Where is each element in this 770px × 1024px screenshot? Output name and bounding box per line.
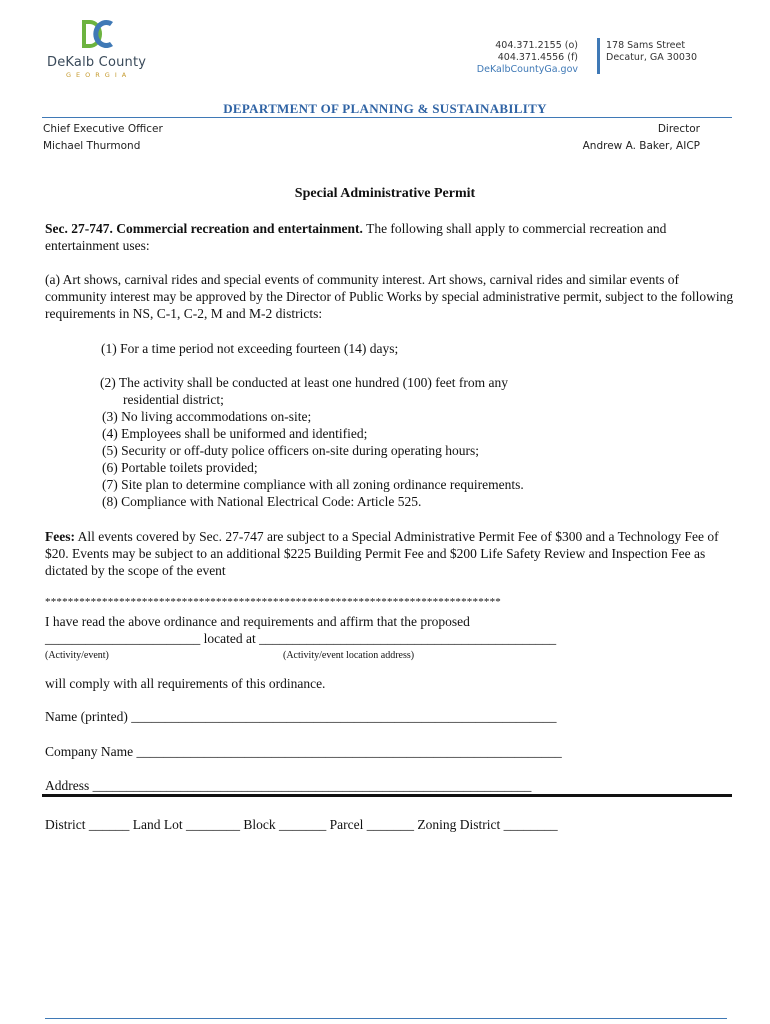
city-state-zip: Decatur, GA 30030	[606, 52, 697, 63]
name-line	[45, 708, 556, 725]
block-field[interactable]: _______	[279, 817, 327, 832]
land-lot-field[interactable]: ________	[186, 817, 240, 832]
ceo-block	[43, 121, 163, 155]
activity-caption: (Activity/event)	[45, 650, 109, 661]
address-label: Address	[45, 778, 93, 793]
company-field[interactable]: _______________________________________________________________	[136, 744, 562, 759]
name-label: Name (printed)	[45, 709, 132, 724]
director-title: Director	[657, 123, 700, 135]
block-label: Block	[240, 817, 279, 832]
header-rule	[42, 117, 732, 118]
contact-block	[477, 40, 578, 76]
fees-text: All events covered by Sec. 27-747 are subject to a Special Administrative Permit Fee of $300 and a Technology Fee of $20. Events may be subject to an additional $225 Building Permit Fee and $200 Life Safety Review and Inspection Fee as dictated by the scope of the event	[45, 529, 719, 578]
name-field[interactable]: _______________________________________________________________	[131, 709, 557, 724]
department-title: DEPARTMENT OF PLANNING & SUSTAINABILITY	[223, 101, 547, 116]
zoning-district-label: Zoning District	[413, 817, 504, 832]
county-logo-mark	[80, 18, 116, 55]
parcel-field[interactable]: _______	[366, 817, 414, 832]
address-field[interactable]: _________________________________________________________________	[92, 778, 532, 793]
document-title: Special Administrative Permit	[294, 186, 476, 201]
location-field[interactable]: ____________________________________________	[259, 631, 557, 646]
zoning-district-field[interactable]: ________	[503, 817, 558, 832]
requirement-1: (1) For a time period not exceeding fourteen (14) days;	[101, 341, 399, 356]
director-name: Andrew A. Baker, AICP	[582, 140, 700, 152]
activity-field[interactable]: _______________________	[45, 631, 201, 646]
district-field[interactable]: ______	[88, 817, 130, 832]
district-label: District	[45, 817, 89, 832]
section-rule	[42, 794, 732, 797]
office-address	[606, 40, 697, 64]
section-heading: Sec. 27-747. Commercial recreation and entertainment.	[45, 221, 363, 236]
parcel-line	[45, 816, 558, 833]
section-intro	[45, 220, 735, 254]
footer-rule	[45, 1018, 727, 1019]
company-line	[45, 743, 562, 760]
ceo-name: Michael Thurmond	[43, 140, 141, 152]
requirement-4: (4) Employees shall be uniformed and identified;	[102, 426, 368, 441]
logo-state-name: GEORGIA	[66, 71, 132, 79]
header-divider	[597, 38, 600, 74]
street-address: 178 Sams Street	[606, 40, 686, 51]
director-block	[583, 121, 700, 155]
paragraph-a: (a) Art shows, carnival rides and special events of community interest. Art shows, carnival rides and similar events of community interest may be approved by the Director of Public Works by special administrative permit, subject to the following requirements in NS, C-1, C-2, M and M-2 districts:	[45, 272, 734, 321]
ceo-title: Chief Executive Officer	[43, 123, 163, 135]
located-at-label: located at	[200, 631, 260, 646]
comply-text: will comply with all requirements of this ordinance.	[45, 676, 326, 691]
requirement-6: (6) Portable toilets provided;	[102, 460, 258, 475]
location-caption: (Activity/event location address)	[283, 650, 415, 661]
affirm-text: I have read the above ordinance and requirements and affirm that the proposed	[45, 614, 470, 629]
company-label: Company Name	[45, 744, 137, 759]
dc-logo-icon	[80, 18, 116, 50]
requirement-7: (7) Site plan to determine compliance with all zoning ordinance requirements.	[102, 477, 524, 492]
requirement-2-cont: residential district;	[123, 392, 224, 407]
website-link[interactable]: DeKalbCountyGa.gov	[476, 64, 578, 75]
address-line	[45, 777, 531, 794]
requirement-3: (3) No living accommodations on-site;	[102, 409, 312, 424]
activity-line	[45, 630, 556, 647]
fees-label: Fees:	[45, 529, 75, 544]
fees-paragraph	[45, 528, 735, 579]
section-intro-text: The following shall apply to commercial recreation and entertainment uses:	[45, 221, 667, 253]
logo-county-name: DeKalb County	[47, 55, 147, 70]
requirement-2: (2) The activity shall be conducted at least one hundred (100) feet from any	[100, 375, 508, 390]
fax-number: 404.371.4556 (f)	[497, 52, 578, 63]
phone-number: 404.371.2155 (o)	[495, 40, 578, 51]
separator-stars: ********************************************************************************	[45, 596, 501, 608]
land-lot-label: Land Lot	[129, 817, 186, 832]
parcel-label: Parcel	[326, 817, 367, 832]
requirement-8: (8) Compliance with National Electrical Code: Article 525.	[102, 494, 422, 509]
requirement-5: (5) Security or off-duty police officers on-site during operating hours;	[102, 443, 480, 458]
